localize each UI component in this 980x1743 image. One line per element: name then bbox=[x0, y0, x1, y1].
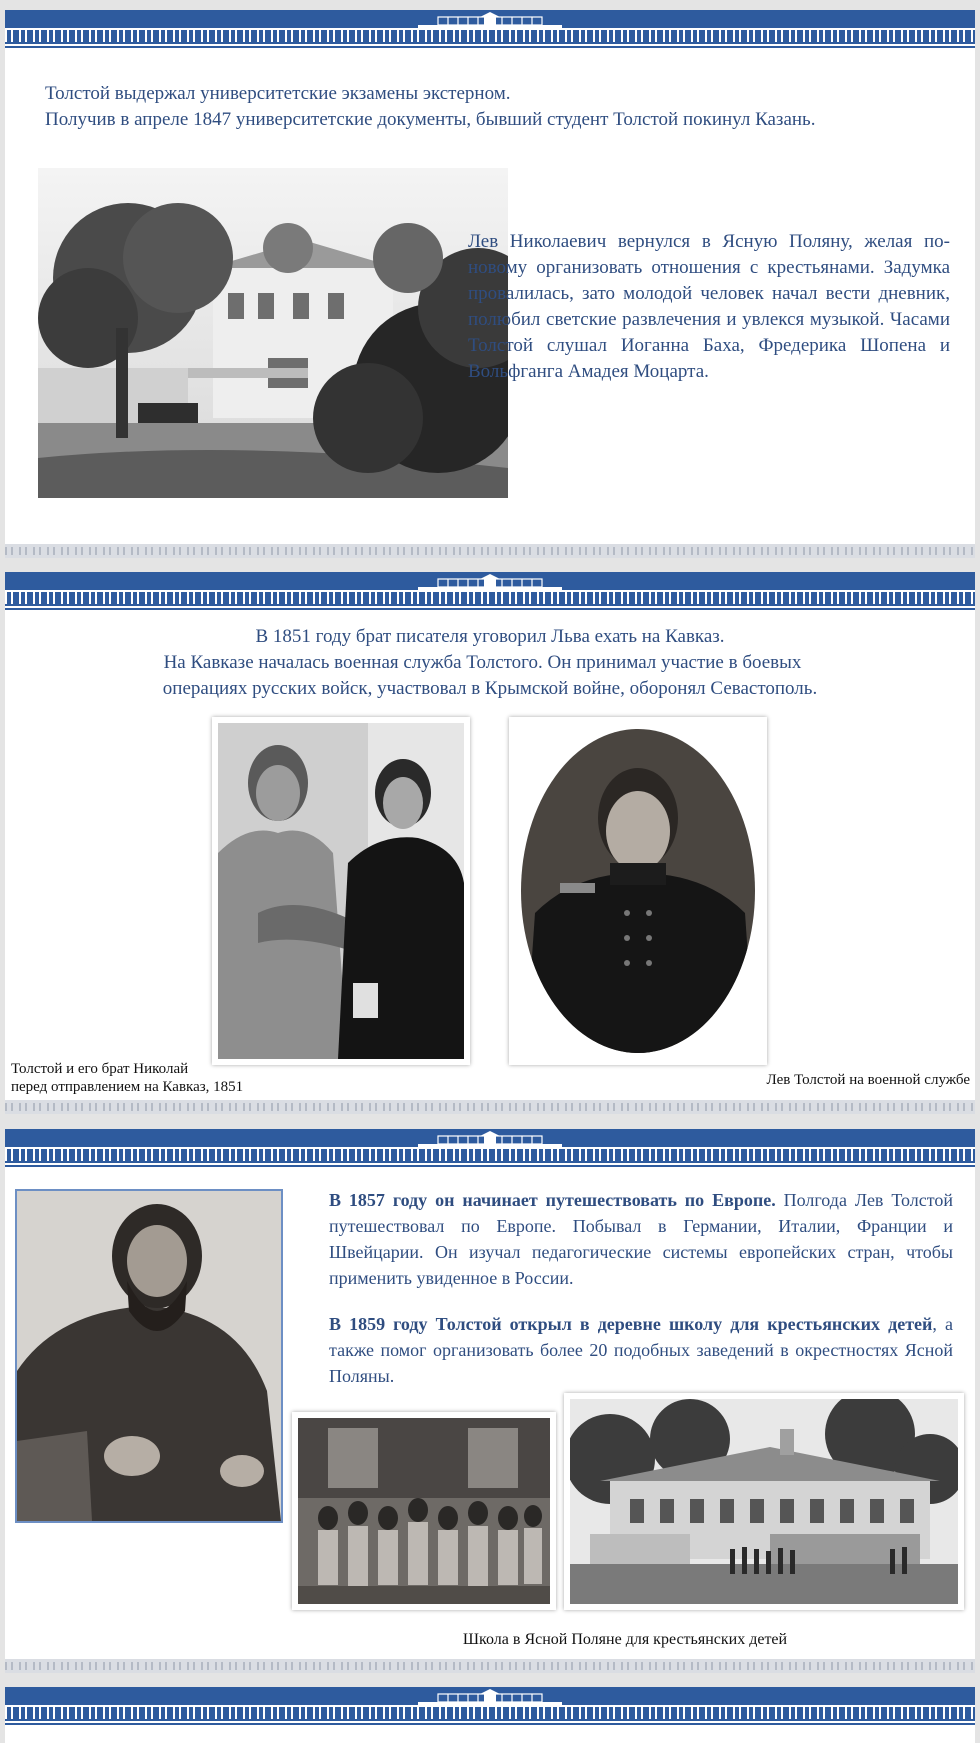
slide-3 bbox=[5, 1129, 975, 1673]
caucasus-line-2: На Кавказе началась военная служба Толстого. Он принимал участие в боевых bbox=[163, 652, 802, 673]
slide-header-band bbox=[5, 10, 975, 48]
europe-travel-bold: В 1857 году он начинает путешествовать по Европе. bbox=[329, 1190, 776, 1210]
yasnaya-polyana-house-photo bbox=[38, 168, 508, 498]
slide-footer-band bbox=[5, 1100, 975, 1114]
slide-header-band bbox=[5, 572, 975, 610]
yasnaya-polyana-school-building-photo bbox=[564, 1393, 964, 1610]
caucasus-line-1: В 1851 году брат писателя уговорил Льва ехать на Кавказ. bbox=[255, 626, 725, 647]
tolstoy-bearded-portrait bbox=[15, 1189, 283, 1523]
caption-peasant-school: Школа в Ясной Поляне для крестьянских детей bbox=[462, 1631, 788, 1648]
intro-line-2: Получив в апреле 1847 университетские документы, бывший студент Толстой покинул Казань. bbox=[45, 109, 816, 130]
slide-footer-band bbox=[5, 1659, 975, 1673]
tolstoy-and-brother-photo bbox=[212, 717, 470, 1065]
slide-header-band bbox=[5, 1687, 975, 1725]
slide-footer-band bbox=[5, 544, 975, 558]
peasant-children-photo bbox=[292, 1412, 556, 1610]
tolstoy-military-portrait bbox=[509, 717, 767, 1065]
caption-military-service: Лев Толстой на военной службе bbox=[766, 1072, 970, 1088]
caption-tolstoy-brother-line-2: перед отправлением на Кавказ, 1851 bbox=[11, 1079, 244, 1095]
building-emblem-icon bbox=[418, 11, 562, 29]
school-paragraph bbox=[329, 1311, 953, 1389]
building-emblem-icon bbox=[418, 1688, 562, 1706]
greek-key-border bbox=[5, 30, 975, 42]
slide-1 bbox=[5, 10, 975, 558]
intro-line-1: Толстой выдержал университетские экзамены экстерном. bbox=[45, 83, 511, 104]
europe-travel-rest: Полгода Лев Толстой путешествовал по Европе. Побывал в Германии, Италии, Франции и Швейцарии. Он изучал педагогические системы европейских стран, чтобы применить увиденное в России. bbox=[329, 1190, 953, 1288]
caucasus-line-3: операциях русских войск, участвовал в Крымской войне, оборонял Севастополь. bbox=[162, 678, 818, 699]
building-emblem-icon bbox=[418, 1130, 562, 1148]
return-to-yasnaya-text: Лев Николаевич вернулся в Ясную Поляну, желая по-новому организовать отношения с крестьянами. Задумка провалилась, зато молодой человек начал вести дневник, полюбил светские развлечения и увлекся музыкой. Часами Толстой слушал Иоганна Баха, Фредерика Шопена и Вольфганга Амадея Моцарта. bbox=[468, 231, 950, 382]
building-emblem-icon bbox=[418, 573, 562, 591]
school-rest: , а также помог организовать более 20 подобных заведений в окрестностях Ясной Поляны. bbox=[329, 1314, 953, 1386]
slide-2 bbox=[5, 572, 975, 1114]
greek-key-border bbox=[5, 1149, 975, 1161]
greek-key-border bbox=[5, 592, 975, 604]
slide-4-partial bbox=[5, 1687, 975, 1743]
greek-key-border bbox=[5, 1707, 975, 1719]
caption-tolstoy-brother-line-1: Толстой и его брат Николай bbox=[11, 1061, 189, 1077]
school-bold: В 1859 году Толстой открыл в деревне школу для крестьянских детей bbox=[329, 1314, 933, 1334]
europe-travel-paragraph bbox=[329, 1187, 953, 1291]
slide-header-band bbox=[5, 1129, 975, 1167]
